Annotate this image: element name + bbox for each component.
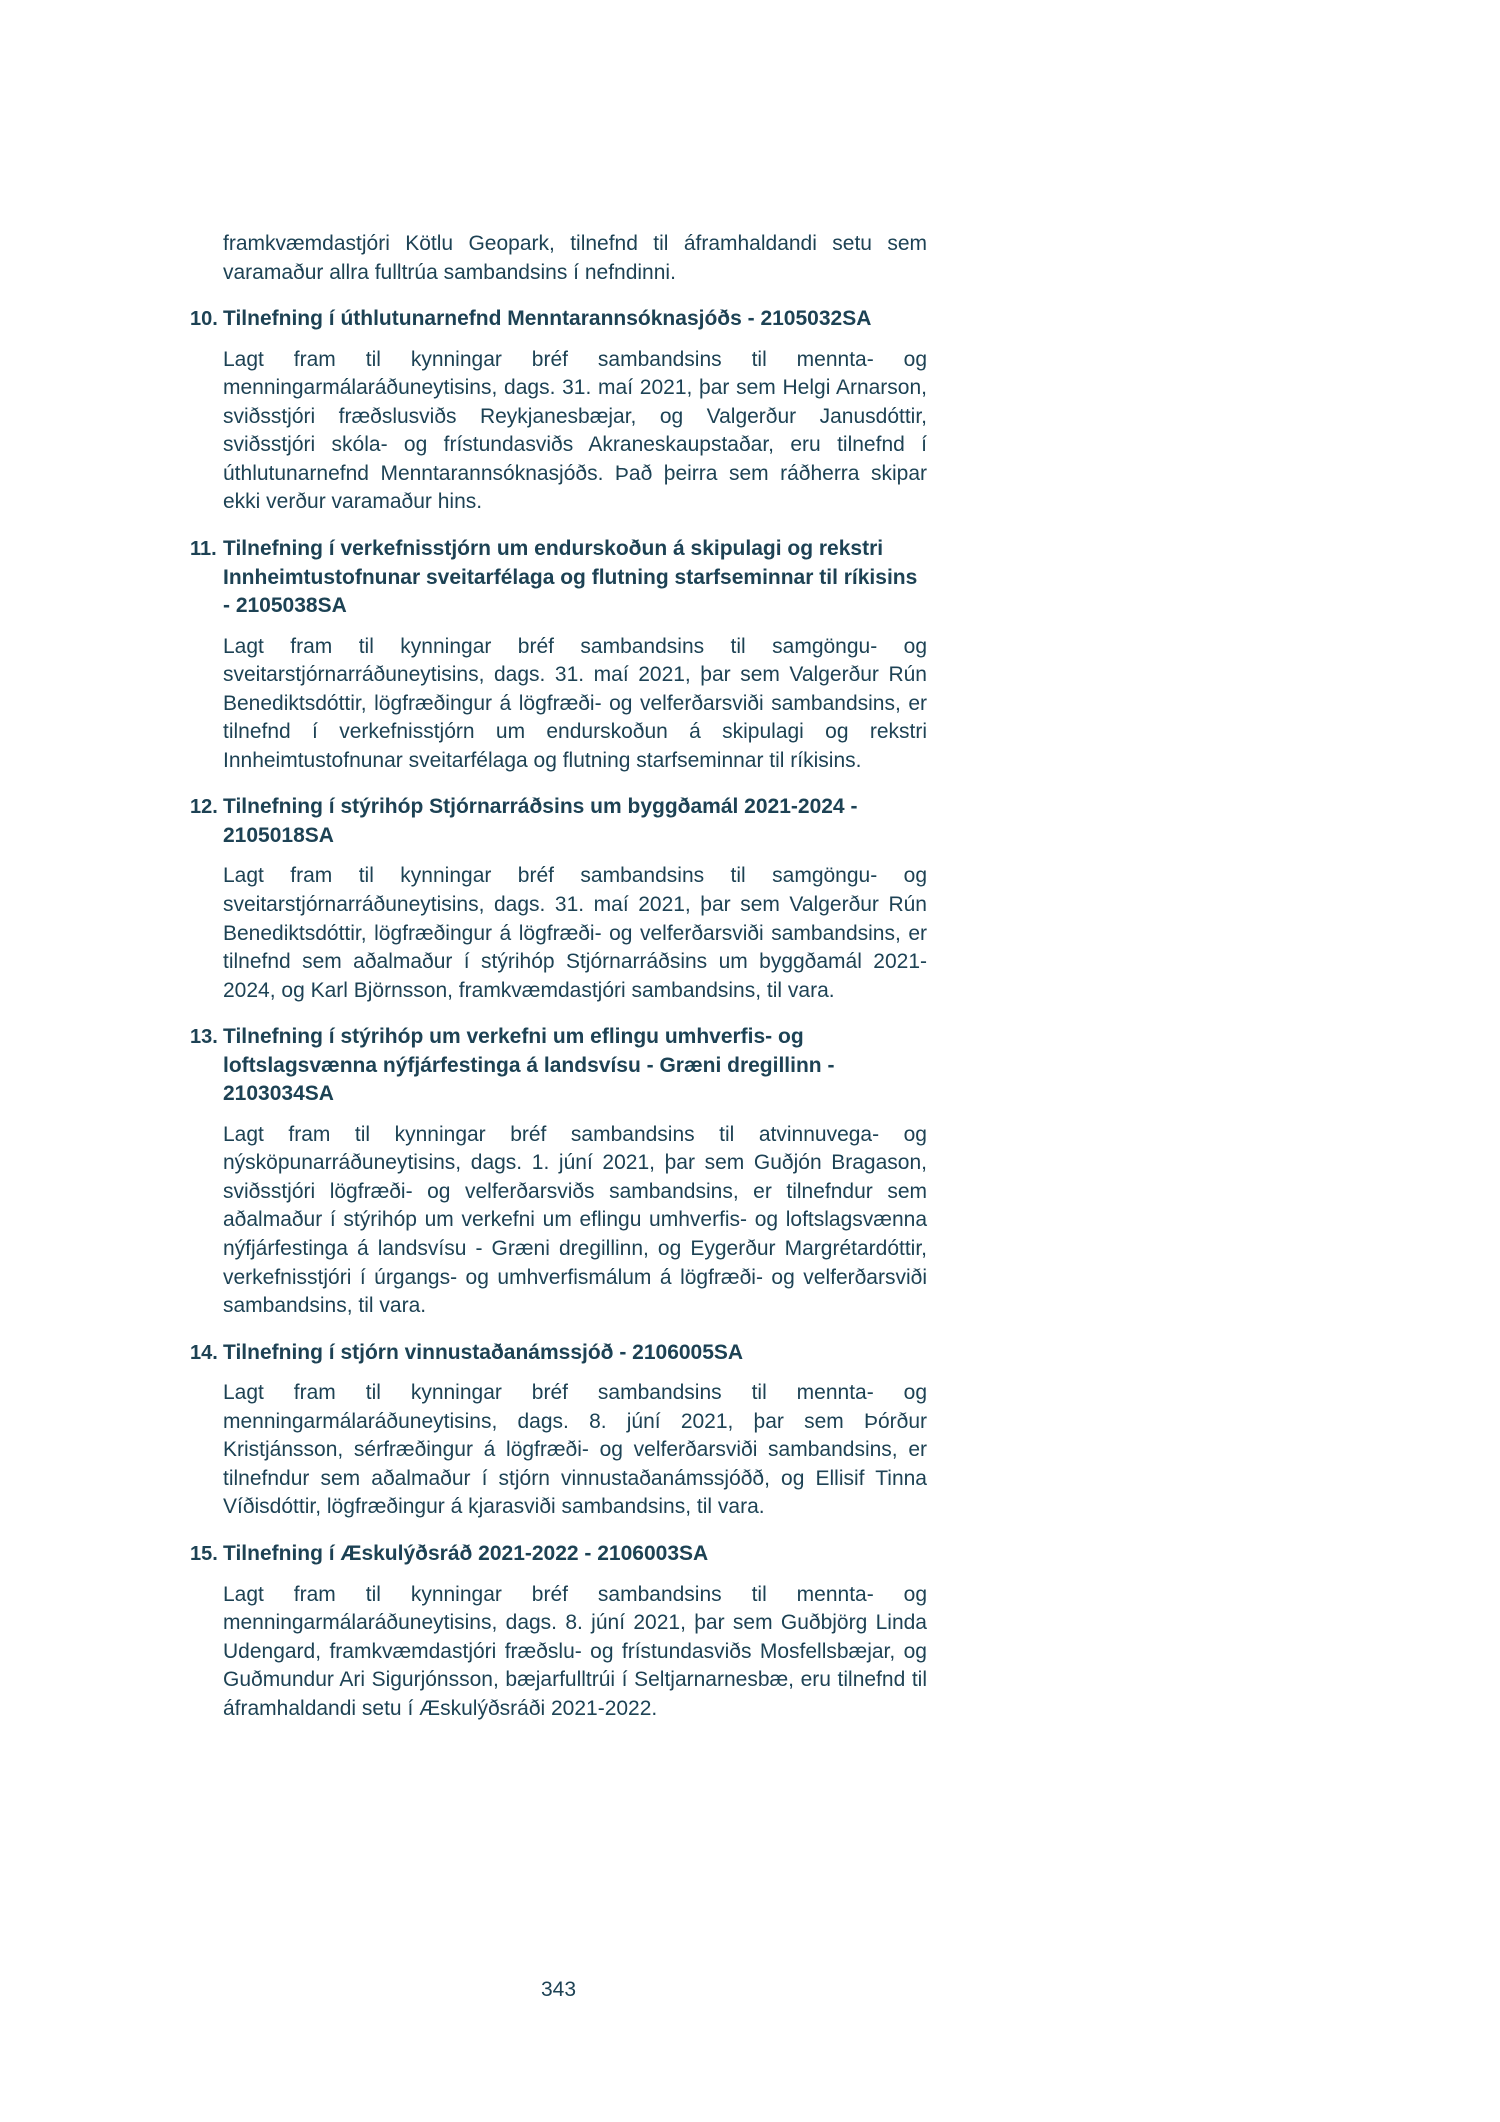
item-body: Lagt fram til kynningar bréf sambandsins til samgöngu- og sveitarstjórnarráðuneytisins, dags. 31. maí 2021, þar sem Valgerður Rún Benediktsdóttir, lögfræðingur á lögfræði- og velferðarsviði sambandsins, er tilnefnd sem aðalmaður í stýrihóp Stjórnarráðsins um byggðamál 2021-2024, og Karl Björnsson, framkvæmdastjóri sambandsins, til vara.: [223, 864, 927, 1002]
item-number: 12.: [190, 796, 218, 819]
item-title: Tilnefning í verkefnisstjórn um endurskoðun á skipulagi og rekstri Innheimtustofnunar sveitarfélaga og flutning starfseminnar til ríkisins - 2105038SA: [223, 536, 918, 618]
item-heading: [190, 1023, 927, 1109]
item-body: Lagt fram til kynningar bréf sambandsins til mennta- og menningarmálaráðuneytisins, dags. 8. júní 2021, þar sem Guðbjörg Linda Udengard, framkvæmdastjóri fræðslu- og frístundasviðs Mosfellsbæjar, og Guðmundur Ari Sigurjónsson, bæjarfulltrúi í Seltjarnarnesbæ, eru tilnefnd til áframhaldandi setu í Æskulýðsráði 2021-2022.: [223, 1582, 927, 1720]
nomination-item-10: [190, 305, 927, 517]
nomination-item-13: [190, 1023, 927, 1320]
item-heading: [190, 1339, 927, 1368]
item-number: 10.: [190, 308, 218, 331]
continuation-paragraph: framkvæmdastjóri Kötlu Geopark, tilnefnd til áframhaldandi setu sem varamaður allra fulltrúa sambandsins í nefndinni.: [223, 232, 927, 284]
item-title: Tilnefning í Æskulýðsráð 2021-2022 - 2106003SA: [223, 1541, 709, 1565]
item-number: 11.: [190, 537, 217, 560]
nomination-item-14: [190, 1339, 927, 1522]
item-title: Tilnefning í úthlutunarnefnd Menntarannsóknasjóðs - 2105032SA: [223, 307, 872, 331]
nomination-item-15: [190, 1540, 927, 1723]
item-heading: [190, 535, 927, 621]
nomination-item-12: [190, 793, 927, 1005]
item-heading: [190, 1540, 927, 1569]
item-number: 15.: [190, 1542, 218, 1565]
item-body: Lagt fram til kynningar bréf sambandsins til mennta- og menningarmálaráðuneytisins, dags. 31. maí 2021, þar sem Helgi Arnarson, sviðsstjóri fræðslusviðs Reykjanesbæjar, og Valgerður Janusdóttir, sviðsstjóri skóla- og frístundasviðs Akraneskaupstaðar, eru tilnefnd í úthlutunarnefnd Menntarannsóknasjóðs. Það þeirra sem ráðherra skipar ekki verður varamaður hins.: [223, 347, 927, 514]
item-title: Tilnefning í stýrihóp Stjórnarráðsins um byggðamál 2021-2024 - 2105018SA: [223, 795, 858, 847]
item-body: Lagt fram til kynningar bréf sambandsins til mennta- og menningarmálaráðuneytisins, dags. 8. júní 2021, þar sem Þórður Kristjánsson, sérfræðingur á lögfræði- og velferðarsviði sambandsins, er tilnefndur sem aðalmaður í stjórn vinnustaðanámssjóðð, og Ellisif Tinna Víðisdóttir, lögfræðingur á kjarasviði sambandsins, til vara.: [223, 1381, 927, 1519]
item-body: Lagt fram til kynningar bréf sambandsins til atvinnuvega- og nýsköpunarráðuneytisins, dags. 1. júní 2021, þar sem Guðjón Bragason, sviðsstjóri lögfræði- og velferðarsviðs sambandsins, er tilnefndur sem aðalmaður í stýrihóp um verkefni um eflingu umhverfis- og loftslagsvænna nýfjárfestinga á landsvísu - Græni dregillinn, og Eygerður Margrétardóttir, verkefnisstjóri í úrgangs- og umhverfismálum á lögfræði- og velferðarsviði sambandsins, til vara.: [223, 1122, 927, 1318]
page-number: 343: [540, 1978, 577, 2001]
item-title: Tilnefning í stýrihóp um verkefni um eflingu umhverfis- og loftslagsvænna nýfjárfestinga á landsvísu - Græni dregillinn - 2103034SA: [223, 1025, 835, 1106]
item-heading: [190, 305, 927, 334]
item-body: Lagt fram til kynningar bréf sambandsins til samgöngu- og sveitarstjórnarráðuneytisins, dags. 31. maí 2021, þar sem Valgerður Rún Benediktsdóttir, lögfræðingur á lögfræði- og velferðarsviði sambandsins, er tilnefnd í verkefnisstjórn um endurskoðun á skipulagi og rekstri Innheimtustofnunar sveitarfélaga og flutning starfseminnar til ríkisins.: [223, 634, 927, 772]
item-heading: [190, 793, 927, 850]
nomination-item-11: [190, 535, 927, 775]
item-number: 14.: [190, 1341, 218, 1364]
item-title: Tilnefning í stjórn vinnustaðanámssjóð - 2106005SA: [223, 1340, 744, 1364]
item-number: 13.: [190, 1026, 218, 1049]
text-column: [190, 230, 927, 1723]
